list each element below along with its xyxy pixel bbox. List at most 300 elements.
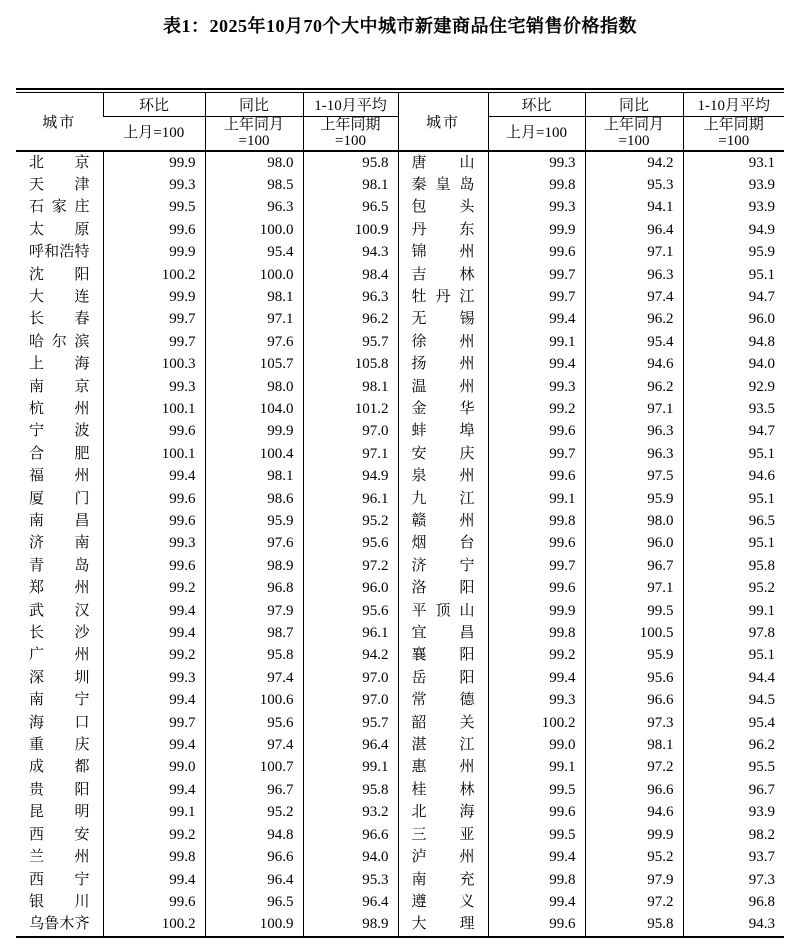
table-row [16,824,784,846]
city-name: 烟 台 [411,535,475,552]
avg-cell: 96.1 [303,622,398,644]
avg-cell: 93.7 [683,846,784,868]
avg-cell: 96.8 [683,891,784,913]
avg-cell: 94.0 [303,846,398,868]
yoy-cell: 97.2 [585,891,683,913]
city-cell [16,689,103,711]
table-row [16,600,784,622]
yoy-cell: 95.6 [205,712,303,734]
mom-cell: 99.4 [103,869,205,891]
mom-cell: 99.6 [488,913,585,936]
mom-cell: 99.4 [103,689,205,711]
header-mom-base-left: 上月=100 [103,117,205,151]
yoy-cell: 96.8 [205,577,303,599]
avg-cell: 96.0 [683,308,784,330]
mom-cell: 99.3 [103,174,205,196]
mom-cell: 99.6 [488,420,585,442]
city-cell [398,488,488,510]
mom-cell: 99.1 [488,488,585,510]
yoy-cell: 95.4 [585,331,683,353]
avg-cell: 95.2 [683,577,784,599]
city-cell [398,443,488,465]
yoy-cell: 96.2 [585,308,683,330]
yoy-cell: 97.6 [205,532,303,554]
city-name: 三 亚 [411,826,475,843]
city-name: 长 春 [29,311,90,328]
city-cell [16,801,103,823]
yoy-cell: 96.6 [585,689,683,711]
mom-cell: 99.4 [103,734,205,756]
mom-cell: 99.3 [103,532,205,554]
yoy-cell: 98.0 [205,376,303,398]
mom-cell: 99.6 [488,465,585,487]
city-cell [16,600,103,622]
yoy-cell: 100.0 [205,219,303,241]
mom-cell: 99.3 [103,667,205,689]
yoy-cell: 95.9 [585,644,683,666]
yoy-cell: 94.2 [585,151,683,174]
mom-cell: 99.6 [103,219,205,241]
mom-cell: 99.9 [103,241,205,263]
city-name: 丹 东 [411,221,475,238]
city-name: 杭 州 [29,400,90,417]
city-cell [398,196,488,218]
table-row [16,286,784,308]
city-cell [398,689,488,711]
avg-cell: 95.4 [683,712,784,734]
avg-cell: 98.1 [303,376,398,398]
mom-cell: 99.3 [488,151,585,174]
city-name: 泉 州 [411,468,475,485]
city-cell [398,846,488,868]
city-cell [398,801,488,823]
city-name: 沈 阳 [29,266,90,283]
mom-cell: 99.9 [488,600,585,622]
city-name: 常 德 [411,692,475,709]
table-row [16,913,784,936]
city-name: 兰 州 [29,849,90,866]
table-row [16,376,784,398]
city-cell [16,308,103,330]
yoy-cell: 99.5 [585,600,683,622]
city-name: 扬 州 [411,356,475,373]
city-name: 唐 山 [411,154,475,171]
yoy-cell: 98.1 [205,465,303,487]
avg-cell: 96.5 [683,510,784,532]
city-cell [398,286,488,308]
mom-cell: 99.7 [488,286,585,308]
mom-cell: 99.4 [488,308,585,330]
city-cell [16,465,103,487]
city-name: 乌 鲁 木 齐 [29,916,90,933]
city-name: 福 州 [29,468,90,485]
city-cell [398,264,488,286]
avg-cell: 95.7 [303,331,398,353]
avg-cell: 94.8 [683,331,784,353]
yoy-cell: 96.3 [585,443,683,465]
city-name: 蚌 埠 [411,423,475,440]
city-name: 石 家 庄 [29,199,90,216]
city-name: 海 口 [29,714,90,731]
avg-cell: 95.3 [303,869,398,891]
table-row [16,398,784,420]
yoy-cell: 96.7 [585,555,683,577]
mom-cell: 99.4 [103,779,205,801]
header-mom-right: 环比 [488,93,585,117]
avg-cell: 101.2 [303,398,398,420]
avg-cell: 93.9 [683,801,784,823]
city-name: 桂 林 [411,781,475,798]
avg-cell: 96.1 [303,488,398,510]
mom-cell: 99.4 [488,891,585,913]
yoy-cell: 97.6 [205,331,303,353]
avg-cell: 95.8 [303,779,398,801]
avg-cell: 96.2 [303,308,398,330]
mom-cell: 99.6 [103,891,205,913]
mom-cell: 100.2 [103,913,205,936]
avg-cell: 105.8 [303,353,398,375]
yoy-cell: 98.0 [205,151,303,174]
mom-cell: 100.1 [103,443,205,465]
mom-cell: 99.2 [103,824,205,846]
city-name: 南 昌 [29,513,90,529]
table-row [16,196,784,218]
city-name: 西 安 [29,826,90,843]
city-cell [16,196,103,218]
yoy-cell: 99.9 [205,420,303,442]
city-cell [16,577,103,599]
mom-cell: 99.6 [103,488,205,510]
avg-cell: 94.5 [683,689,784,711]
header-avg-base-right: 上年同期 =100 [683,117,784,151]
mom-cell: 99.1 [488,331,585,353]
table-row [16,891,784,913]
mom-cell: 99.2 [103,577,205,599]
city-name: 温 州 [411,378,475,395]
mom-cell: 99.8 [488,869,585,891]
mom-cell: 99.0 [488,734,585,756]
city-cell [398,510,488,532]
mom-cell: 99.8 [103,846,205,868]
yoy-cell: 96.5 [205,891,303,913]
city-cell [398,756,488,778]
city-name: 北 海 [411,804,475,821]
yoy-cell: 100.0 [205,264,303,286]
city-cell [16,734,103,756]
city-cell [16,756,103,778]
avg-cell: 96.3 [303,286,398,308]
avg-cell: 97.8 [683,622,784,644]
city-name: 洛 阳 [411,580,475,597]
mom-cell: 99.7 [488,443,585,465]
avg-cell: 98.9 [303,913,398,936]
city-cell [16,869,103,891]
city-name: 成 都 [29,759,90,776]
table-row [16,331,784,353]
city-cell [16,219,103,241]
city-name: 青 岛 [29,557,90,574]
city-cell [16,241,103,263]
table-row [16,532,784,554]
city-name: 长 沙 [29,625,90,642]
city-name: 广 州 [29,647,90,664]
table-row [16,869,784,891]
city-cell [16,353,103,375]
table-row [16,488,784,510]
yoy-cell: 98.0 [585,510,683,532]
mom-cell: 99.4 [488,846,585,868]
yoy-cell: 97.2 [585,756,683,778]
yoy-cell: 96.7 [205,779,303,801]
yoy-cell: 98.6 [205,488,303,510]
avg-cell: 94.2 [303,644,398,666]
city-cell [16,488,103,510]
table-row [16,241,784,263]
avg-cell: 95.1 [683,532,784,554]
mom-cell: 99.7 [103,331,205,353]
avg-cell: 94.3 [683,913,784,936]
mom-cell: 99.0 [103,756,205,778]
avg-cell: 98.4 [303,264,398,286]
avg-cell: 92.9 [683,376,784,398]
city-cell [398,532,488,554]
avg-cell: 94.9 [683,219,784,241]
table-row [16,577,784,599]
avg-cell: 99.1 [683,600,784,622]
mom-cell: 99.4 [103,600,205,622]
table-row [16,622,784,644]
city-name: 天 津 [29,176,90,193]
city-cell [398,219,488,241]
city-cell [16,891,103,913]
avg-cell: 96.6 [303,824,398,846]
yoy-cell: 96.6 [585,779,683,801]
avg-cell: 97.0 [303,689,398,711]
avg-cell: 93.2 [303,801,398,823]
city-cell [398,420,488,442]
yoy-cell: 95.9 [205,510,303,532]
table-row [16,465,784,487]
yoy-cell: 96.3 [585,420,683,442]
mom-cell: 99.8 [488,174,585,196]
city-name: 大 连 [29,288,90,305]
avg-cell: 95.7 [303,712,398,734]
city-name: 包 头 [411,199,475,216]
city-cell [398,174,488,196]
avg-cell: 94.4 [683,667,784,689]
city-cell [16,376,103,398]
city-cell [398,600,488,622]
yoy-cell: 98.1 [205,286,303,308]
mom-cell: 99.6 [488,532,585,554]
city-name: 重 庆 [29,737,90,754]
yoy-cell: 94.6 [585,353,683,375]
avg-cell: 99.1 [303,756,398,778]
city-cell [16,286,103,308]
table-row [16,712,784,734]
mom-cell: 99.8 [488,510,585,532]
city-cell [398,577,488,599]
yoy-cell: 96.4 [205,869,303,891]
yoy-cell: 95.8 [205,644,303,666]
avg-cell: 93.9 [683,196,784,218]
yoy-cell: 96.0 [585,532,683,554]
mom-cell: 99.1 [488,756,585,778]
header-yoy-base-right: 上年同月 =100 [585,117,683,151]
table-header [16,93,784,151]
city-name: 锦 州 [411,244,475,261]
mom-cell: 99.3 [488,376,585,398]
avg-cell: 95.6 [303,532,398,554]
yoy-cell: 100.7 [205,756,303,778]
avg-cell: 94.9 [303,465,398,487]
avg-cell: 93.5 [683,398,784,420]
avg-cell: 96.5 [303,196,398,218]
mom-cell: 100.3 [103,353,205,375]
yoy-cell: 104.0 [205,398,303,420]
city-name: 呼 和 浩 特 [29,244,90,261]
city-name: 深 圳 [29,669,90,686]
city-name: 济 宁 [411,557,475,574]
table-row [16,420,784,442]
yoy-cell: 97.1 [585,398,683,420]
city-name: 太 原 [29,221,90,238]
table-title: 表1：2025年10月70个大中城市新建商品住宅销售价格指数 [163,16,637,36]
table-row [16,756,784,778]
city-cell [398,913,488,936]
avg-cell: 95.1 [683,488,784,510]
avg-cell: 94.7 [683,286,784,308]
city-name: 贵 阳 [29,781,90,798]
avg-cell: 95.1 [683,443,784,465]
yoy-cell: 97.9 [585,869,683,891]
avg-cell: 95.1 [683,264,784,286]
yoy-cell: 98.1 [585,734,683,756]
mom-cell: 99.6 [103,420,205,442]
city-name: 上 海 [29,356,90,373]
mom-cell: 99.6 [488,241,585,263]
avg-cell: 100.9 [303,219,398,241]
city-cell [16,846,103,868]
city-name: 济 南 [29,535,90,552]
mom-cell: 99.6 [103,510,205,532]
yoy-cell: 98.7 [205,622,303,644]
city-name: 南 宁 [29,692,90,709]
city-cell [398,824,488,846]
city-name: 无 锡 [411,311,475,328]
city-name: 赣 州 [411,513,475,529]
avg-cell: 94.0 [683,353,784,375]
avg-cell: 95.6 [303,600,398,622]
yoy-cell: 96.4 [585,219,683,241]
avg-cell: 93.1 [683,151,784,174]
mom-cell: 100.2 [488,712,585,734]
avg-cell: 97.3 [683,869,784,891]
city-cell [398,353,488,375]
avg-cell: 97.0 [303,667,398,689]
yoy-cell: 95.4 [205,241,303,263]
table-row [16,734,784,756]
city-cell [398,465,488,487]
header-mom-left: 环比 [103,93,205,117]
table-row [16,779,784,801]
city-name: 金 华 [411,400,475,417]
mom-cell: 99.3 [488,196,585,218]
mom-cell: 99.4 [488,353,585,375]
yoy-cell: 95.8 [585,913,683,936]
avg-cell: 95.2 [303,510,398,532]
yoy-cell: 96.3 [205,196,303,218]
yoy-cell: 97.4 [585,286,683,308]
city-cell [16,443,103,465]
city-name: 宜 昌 [411,625,475,642]
city-name: 安 庆 [411,445,475,462]
avg-cell: 96.0 [303,577,398,599]
yoy-cell: 94.1 [585,196,683,218]
city-cell [398,331,488,353]
city-cell [16,532,103,554]
mom-cell: 99.2 [488,644,585,666]
yoy-cell: 100.5 [585,622,683,644]
city-cell [398,376,488,398]
header-city-right: 城市 [398,93,488,151]
avg-cell: 94.6 [683,465,784,487]
city-name: 武 汉 [29,602,90,619]
price-index-table [16,92,784,938]
yoy-cell: 95.3 [585,174,683,196]
city-name: 岳 阳 [411,669,475,686]
city-cell [16,264,103,286]
mom-cell: 99.9 [488,219,585,241]
city-name: 泸 州 [411,849,475,866]
city-cell [398,241,488,263]
avg-cell: 95.8 [683,555,784,577]
yoy-cell: 97.9 [205,600,303,622]
city-name: 南 京 [29,378,90,395]
yoy-cell: 97.1 [585,577,683,599]
table-row [16,510,784,532]
mom-cell: 99.5 [488,824,585,846]
city-cell [16,622,103,644]
table-row [16,353,784,375]
header-yoy-right: 同比 [585,93,683,117]
city-cell [398,667,488,689]
avg-cell: 95.9 [683,241,784,263]
yoy-cell: 97.4 [205,667,303,689]
yoy-cell: 96.2 [585,376,683,398]
city-cell [398,644,488,666]
city-cell [16,510,103,532]
avg-cell: 97.2 [303,555,398,577]
yoy-cell: 99.9 [585,824,683,846]
city-name: 湛 江 [411,737,475,754]
yoy-cell: 97.1 [205,308,303,330]
yoy-cell: 95.2 [205,801,303,823]
table-row [16,801,784,823]
yoy-cell: 95.9 [585,488,683,510]
yoy-cell: 97.3 [585,712,683,734]
yoy-cell: 98.5 [205,174,303,196]
mom-cell: 99.1 [103,801,205,823]
mom-cell: 99.2 [488,398,585,420]
mom-cell: 99.4 [103,465,205,487]
city-cell [398,869,488,891]
city-name: 吉 林 [411,266,475,283]
yoy-cell: 100.9 [205,913,303,936]
table-row [16,174,784,196]
mom-cell: 100.1 [103,398,205,420]
header-avg-left: 1-10月平均 [303,93,398,117]
